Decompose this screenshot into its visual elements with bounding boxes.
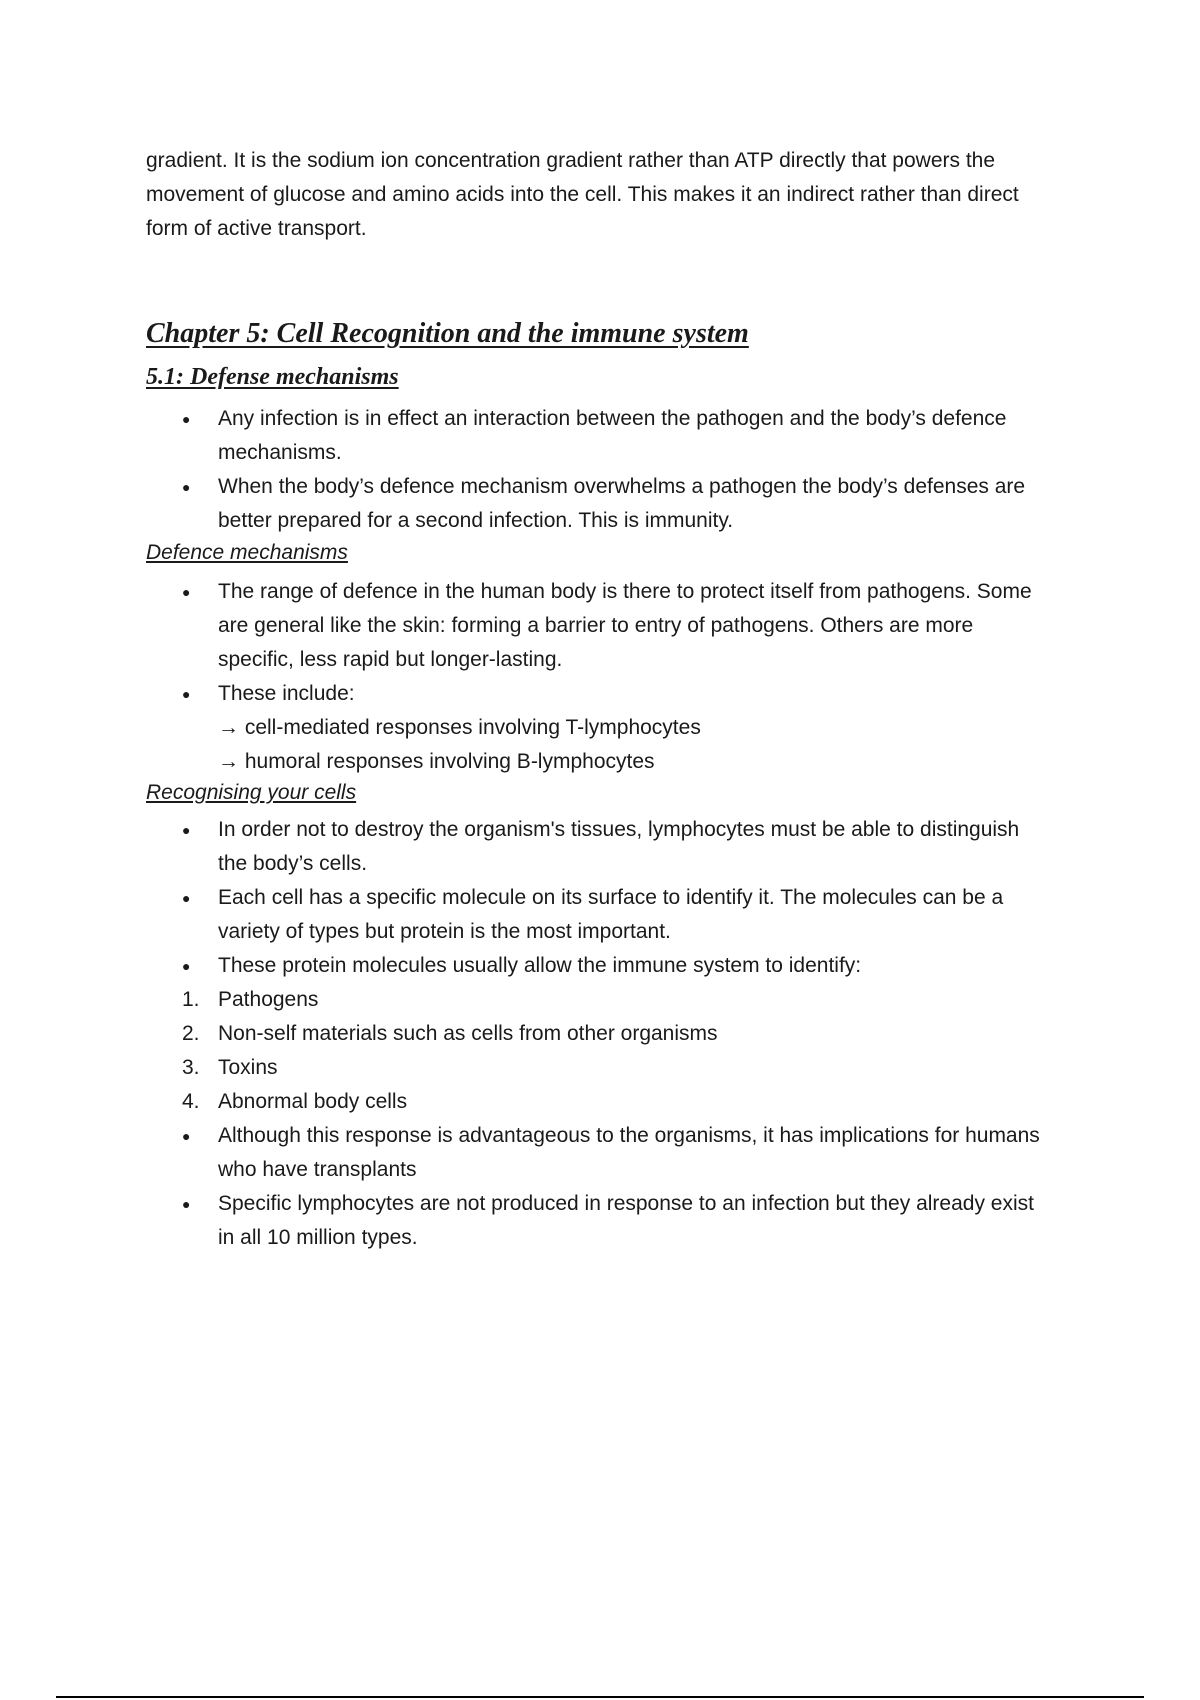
page-bottom-rule — [56, 1696, 1144, 1698]
bullet-icon: ● — [182, 479, 191, 495]
section-bullet-list — [146, 402, 1046, 538]
list-item — [146, 470, 1046, 538]
list-item — [146, 1051, 1046, 1085]
list-item — [146, 881, 1046, 949]
list-item — [146, 1085, 1046, 1119]
intro-paragraph: gradient. It is the sodium ion concentration gradient rather than ATP directly that powers the movement of glucose and amino acids into the cell. This makes it an indirect rather than direct form of active transport. — [146, 149, 1019, 240]
list-item-text: These include: — [218, 682, 355, 705]
list-item-text: Although this response is advantageous to the organisms, it has implications for humans who have transplants — [218, 1124, 1040, 1181]
list-number: 2. — [182, 1022, 200, 1045]
list-item — [146, 1187, 1046, 1255]
list-item — [146, 402, 1046, 470]
list-number: 3. — [182, 1056, 200, 1079]
list-item — [146, 1119, 1046, 1187]
bullet-icon: ● — [182, 584, 191, 600]
bullet-icon: ● — [182, 686, 191, 702]
list-item — [146, 813, 1046, 881]
arrow-item-b-lymphocytes: → humoral responses involving B-lymphocytes — [218, 750, 655, 773]
bullet-icon: ● — [182, 822, 191, 838]
list-item-text: Specific lymphocytes are not produced in response to an infection but they already exist in all 10 million types. — [218, 1192, 1034, 1249]
list-item-text: Abnormal body cells — [218, 1090, 408, 1113]
list-number: 4. — [182, 1090, 200, 1113]
chapter-title: Chapter 5: Cell Recognition and the immune system — [146, 318, 749, 349]
recognising-list — [146, 813, 1046, 1255]
list-item-text: Any infection is in effect an interaction between the pathogen and the body’s defence mechanisms. — [218, 407, 1007, 464]
list-item-text: In order not to destroy the organism's tissues, lymphocytes must be able to distinguish the body’s cells. — [218, 818, 1020, 875]
section-title: 5.1: Defense mechanisms — [146, 364, 399, 390]
list-item-text: When the body’s defence mechanism overwhelms a pathogen the body’s defenses are better prepared for a second infection. This is immunity. — [218, 475, 1026, 532]
list-item-text: Non-self materials such as cells from other organisms — [218, 1022, 718, 1045]
list-item-text: Toxins — [218, 1056, 278, 1079]
recognising-heading: Recognising your cells — [146, 781, 357, 804]
bullet-icon: ● — [182, 411, 191, 427]
arrow-item-t-lymphocytes: → cell-mediated responses involving T-lymphocytes — [218, 716, 701, 739]
list-item — [146, 575, 1046, 677]
list-item — [146, 1017, 1046, 1051]
list-item — [146, 949, 1046, 983]
list-item-text: These protein molecules usually allow the immune system to identify: — [218, 954, 862, 977]
list-item — [146, 677, 1046, 779]
bullet-icon: ● — [182, 958, 191, 974]
list-item-text: Pathogens — [218, 988, 319, 1011]
bullet-icon: ● — [182, 1196, 191, 1212]
list-number: 1. — [182, 988, 200, 1011]
list-item — [146, 983, 1046, 1017]
list-item-text: The range of defence in the human body is there to protect itself from pathogens. Some are general like the skin: forming a barrier to entry of pathogens. Others are more specific, less rapid but longer-lasting. — [218, 580, 1032, 671]
defence-bullet-list — [146, 575, 1046, 779]
bullet-icon: ● — [182, 890, 191, 906]
list-item-text: Each cell has a specific molecule on its surface to identify it. The molecules can be a variety of types but protein is the most important. — [218, 886, 1004, 943]
bullet-icon: ● — [182, 1128, 191, 1144]
defence-heading: Defence mechanisms — [146, 541, 348, 564]
